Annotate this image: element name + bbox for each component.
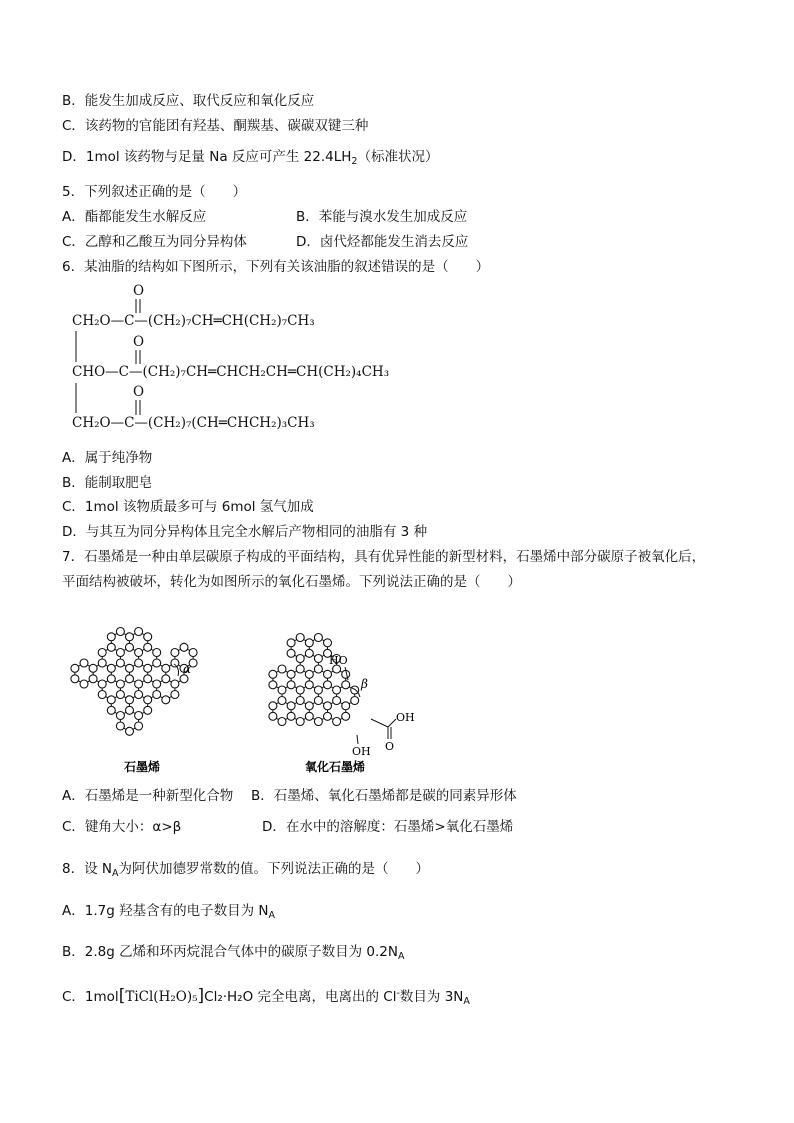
carbon-atom	[287, 639, 295, 647]
carbon-atom	[144, 633, 152, 641]
carbon-atom	[126, 727, 134, 735]
carbon-atom	[153, 691, 161, 699]
carbon-atom	[305, 670, 313, 678]
carbon-atom	[116, 628, 124, 636]
carbon-atom	[269, 712, 277, 720]
carbon-atom	[116, 680, 124, 688]
carbon-atom	[135, 712, 143, 720]
carbon-atom	[135, 722, 143, 730]
option-c-prev: C．该药物的官能团有羟基、酮羰基、碳碳双键三种	[62, 118, 369, 134]
carbon-atom	[171, 659, 179, 667]
carbon-atom	[314, 697, 322, 705]
carbon-atom	[333, 686, 341, 694]
carbon-atom	[107, 643, 115, 651]
carbon-atom	[126, 706, 134, 714]
carbon-atom	[278, 718, 286, 726]
option-b-prev: B．能发生加成反应、取代反应和氧化反应	[62, 93, 315, 109]
carbon-atom	[171, 691, 179, 699]
carbon-atom	[80, 659, 88, 667]
carbon-atom	[98, 680, 106, 688]
carbon-atom	[126, 643, 134, 651]
carbon-atom	[126, 696, 134, 704]
carbon-atom	[144, 643, 152, 651]
formula-row-3: CH₂O—C—(CH₂)₇(CH═CHCH₂)₃CH₃	[72, 415, 315, 431]
carbon-atom	[314, 665, 322, 673]
carbon-atom	[135, 649, 143, 657]
carbon-atom	[287, 712, 295, 720]
carbon-atom	[89, 675, 97, 683]
carbon-atom	[324, 702, 332, 710]
carbon-atom	[296, 665, 304, 673]
acid-oh-label: OH	[396, 711, 415, 724]
q5-option-c: C．乙醇和乙酸互为同分异构体	[62, 234, 247, 250]
carbon-atom	[180, 675, 188, 683]
carbon-atom	[305, 639, 313, 647]
caption-graphene: 石墨烯	[124, 760, 161, 774]
q8-option-a: A．1.7g 羟基含有的电子数目为 $N_A$	[62, 903, 275, 921]
carbon-atom	[116, 712, 124, 720]
carbon-atom	[135, 659, 143, 667]
carbon-atom	[342, 702, 350, 710]
carbon-atom	[305, 681, 313, 689]
carbon-atom	[314, 634, 322, 642]
acid-o-label: O	[385, 740, 395, 753]
q5-option-a: A．酯都能发生水解反应	[62, 209, 207, 225]
carbon-atom	[107, 706, 115, 714]
q8-option-c: C．1mol[TiCl(H₂O)₅]Cl₂·H₂O 完全电离，电离出的 Cl-数目为 $3N_A$	[62, 986, 470, 1007]
carbon-atom	[162, 664, 170, 672]
carbonyl-o-3: O	[133, 384, 145, 400]
carbon-atom	[89, 664, 97, 672]
carbon-atom	[342, 681, 350, 689]
carbon-atom	[153, 659, 161, 667]
carbon-atom	[171, 649, 179, 657]
carbon-atom	[116, 649, 124, 657]
carbon-atom	[144, 675, 152, 683]
graphene-lattice	[71, 628, 197, 736]
carbon-atom	[116, 659, 124, 667]
carbon-atom	[144, 664, 152, 672]
carbon-atom	[278, 665, 286, 673]
carbon-atom	[269, 670, 277, 678]
carbon-atom	[98, 659, 106, 667]
carbon-atom	[116, 691, 124, 699]
graphene-oxide-lattice	[269, 634, 359, 726]
carbon-atom	[333, 697, 341, 705]
carbon-atom	[135, 691, 143, 699]
carbon-atom	[162, 675, 170, 683]
carbon-atom	[126, 675, 134, 683]
carbon-atom	[296, 697, 304, 705]
question-6: 6．某油脂的结构如下图所示，下列有关该油脂的叙述错误的是（ ）	[62, 259, 490, 275]
carbon-atom	[287, 649, 295, 657]
carbon-atom	[135, 680, 143, 688]
carbon-atom	[107, 633, 115, 641]
carbon-atom	[189, 649, 197, 657]
q6-option-d: D．与其互为同分异构体且完全水解后产物相同的油脂有 3 种	[62, 524, 428, 540]
q6-option-b: B．能制取肥皂	[62, 475, 153, 491]
carbon-atom	[98, 691, 106, 699]
carbon-atom	[162, 696, 170, 704]
carbon-atom	[305, 712, 313, 720]
carbon-atom	[324, 712, 332, 720]
carbon-atom	[314, 655, 322, 663]
carbonyl-o-1: O	[133, 283, 145, 299]
carbon-atom	[107, 664, 115, 672]
carbon-atom	[296, 686, 304, 694]
carbon-atom	[153, 680, 161, 688]
formula-row-2: CHO—C—(CH₂)₇CH═CHCH₂CH═CH(CH₂)₄CH₃	[72, 364, 390, 380]
carbon-atom	[171, 680, 179, 688]
carbon-atom	[333, 718, 341, 726]
carbon-atom	[296, 655, 304, 663]
q7-option-c: C．键角大小：α>β	[62, 819, 182, 835]
carbon-atom	[153, 649, 161, 657]
carbon-atom	[314, 686, 322, 694]
carbon-atom	[71, 675, 79, 683]
q6-option-a: A．属于纯净物	[62, 450, 153, 466]
carbon-atom	[314, 718, 322, 726]
carbon-atom	[278, 686, 286, 694]
carbon-atom	[116, 722, 124, 730]
carbon-atom	[305, 702, 313, 710]
caption-graphene-oxide: 氧化石墨烯	[305, 760, 366, 774]
beta-label: β	[361, 677, 368, 691]
carbon-atom	[144, 696, 152, 704]
carbon-atom	[296, 634, 304, 642]
carbon-atom	[107, 696, 115, 704]
carbon-atom	[324, 681, 332, 689]
option-d-prev: D．1mol 该药物与足量 Na 反应可产生 $22.4LH_2$（标准状况）	[62, 149, 439, 167]
q8-option-b: B．2.8g 乙烯和环丙烷混合气体中的碳原子数目为 $0.2N_A$	[62, 944, 405, 962]
carbon-atom	[135, 628, 143, 636]
q6-option-c: C．1mol 该物质最多可与 6mol 氢气加成	[62, 499, 314, 515]
carbon-atom	[98, 649, 106, 657]
carbon-atom	[107, 675, 115, 683]
carbon-atom	[180, 643, 188, 651]
carbon-atom	[126, 633, 134, 641]
carbon-atom	[324, 639, 332, 647]
carbon-atom	[351, 686, 359, 694]
carbon-atom	[144, 706, 152, 714]
question-7-line-2: 平面结构被破坏，转化为如图所示的氧化石墨烯。下列说法正确的是（ ）	[62, 574, 521, 590]
carbon-atom	[287, 670, 295, 678]
q5-option-d: D．卤代烃都能发生消去反应	[296, 234, 469, 250]
carbon-atom	[287, 702, 295, 710]
carbon-atom	[278, 697, 286, 705]
q5-option-b: B．苯能与溴水发生加成反应	[296, 209, 468, 225]
question-5: 5．下列叙述正确的是（ ）	[62, 184, 247, 200]
q7-option-d: D．在水中的溶解度：石墨烯>氧化石墨烯	[262, 819, 514, 835]
carbon-atom	[71, 664, 79, 672]
question-8: 8．设 $N_A$为阿伏加德罗常数的值。下列说法正确的是（ ）	[62, 861, 429, 879]
formula-row-1: CH₂O—C—(CH₂)₇CH═CH(CH₂)₇CH₃	[72, 313, 315, 329]
carbon-atom	[126, 664, 134, 672]
carbon-atom	[296, 718, 304, 726]
carbon-atom	[269, 702, 277, 710]
carbon-atom	[305, 649, 313, 657]
carbon-atom	[269, 681, 277, 689]
bottom-oh-label: OH	[352, 745, 371, 758]
carbon-atom	[324, 670, 332, 678]
carbonyl-o-2: O	[133, 334, 145, 350]
carbon-atom	[342, 712, 350, 720]
carbon-atom	[351, 697, 359, 705]
carbon-atom	[80, 680, 88, 688]
q7-options-ab: A．石墨烯是一种新型化合物 B．石墨烯、氧化石墨烯都是碳的同素异形体	[62, 788, 517, 804]
carbon-atom	[287, 681, 295, 689]
question-7-line-1: 7．石墨烯是一种由单层碳原子构成的平面结构，具有优异性能的新型材料，石墨烯中部分碳原子被氧化后，	[62, 549, 706, 565]
alpha-label: α	[183, 662, 192, 676]
ho-label: HO	[329, 654, 348, 667]
